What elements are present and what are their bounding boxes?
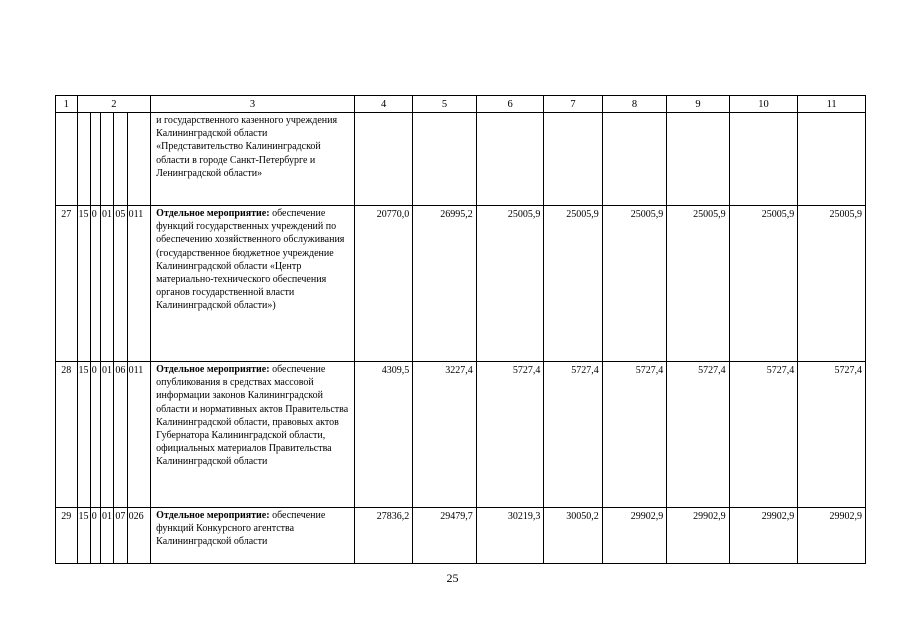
header-cell-8: 8 bbox=[602, 96, 667, 113]
value-cell: 5727,4 bbox=[667, 362, 729, 508]
value-cell: 5727,4 bbox=[544, 362, 602, 508]
measure-text: обеспечение функций государственных учреждений по обеспечению хозяйственного обслуживания (государственное бюджетное учреждение Калининградской области «Центр материально-технического обеспечения органов государственной власти Калининградской области») bbox=[156, 208, 345, 312]
table-row bbox=[56, 113, 866, 206]
value-cell: 25005,9 bbox=[729, 206, 798, 362]
code-cell: 0 bbox=[90, 508, 100, 564]
header-cell-9: 9 bbox=[667, 96, 729, 113]
value-cell: 25005,9 bbox=[602, 206, 667, 362]
description-cell bbox=[151, 508, 355, 564]
measure-title: Отдельное мероприятие: bbox=[156, 510, 270, 521]
code-cell bbox=[101, 113, 114, 206]
header-cell-1: 1 bbox=[56, 96, 78, 113]
code-cell bbox=[77, 113, 90, 206]
measure-text: и государственного казенного учреждения Калининградской области «Представительство Калининградской области в городе Санкт-Петербурге и Ленинградской области» bbox=[156, 115, 338, 179]
code-cell: 06 bbox=[114, 362, 127, 508]
value-cell: 5727,4 bbox=[602, 362, 667, 508]
table-row bbox=[56, 206, 866, 362]
code-cell: 15 bbox=[77, 508, 90, 564]
measure-text: обеспечение опубликования в средствах массовой информации законов Калининградской области и нормативных актов Правительства Калининградской области, правовых актов Губернатора Калининградской области, официальных материалов Правительства Калининградской области bbox=[156, 364, 349, 468]
value-cell: 26995,2 bbox=[413, 206, 476, 362]
page-number: 25 bbox=[446, 571, 459, 585]
header-cell-11: 11 bbox=[798, 96, 866, 113]
value-cell bbox=[354, 113, 412, 206]
value-cell: 30219,3 bbox=[476, 508, 544, 564]
value-cell: 5727,4 bbox=[729, 362, 798, 508]
description-cell bbox=[151, 113, 355, 206]
value-cell: 5727,4 bbox=[476, 362, 544, 508]
table-row bbox=[56, 362, 866, 508]
value-cell: 3227,4 bbox=[413, 362, 476, 508]
header-cell-3: 3 bbox=[151, 96, 355, 113]
value-cell bbox=[667, 113, 729, 206]
measure-title: Отдельное мероприятие: bbox=[156, 364, 270, 375]
description-cell bbox=[151, 206, 355, 362]
header-cell-6: 6 bbox=[476, 96, 544, 113]
value-cell: 25005,9 bbox=[476, 206, 544, 362]
value-cell bbox=[544, 113, 602, 206]
code-cell: 01 bbox=[101, 362, 114, 508]
code-cell bbox=[90, 113, 100, 206]
code-cell: 07 bbox=[114, 508, 127, 564]
description-cell bbox=[151, 362, 355, 508]
row-number: 27 bbox=[56, 206, 78, 362]
value-cell: 29902,9 bbox=[667, 508, 729, 564]
value-cell: 29902,9 bbox=[729, 508, 798, 564]
header-cell-2: 2 bbox=[77, 96, 151, 113]
measure-title: Отдельное мероприятие: bbox=[156, 208, 270, 219]
header-cell-10: 10 bbox=[729, 96, 798, 113]
value-cell: 20770,0 bbox=[354, 206, 412, 362]
code-cell: 026 bbox=[127, 508, 151, 564]
value-cell: 25005,9 bbox=[544, 206, 602, 362]
value-cell: 25005,9 bbox=[667, 206, 729, 362]
code-cell bbox=[127, 113, 151, 206]
table-row bbox=[56, 508, 866, 564]
code-cell: 05 bbox=[114, 206, 127, 362]
code-cell: 01 bbox=[101, 206, 114, 362]
measure-text: обеспечение функций Конкурсного агентства Калининградской области bbox=[156, 510, 326, 548]
value-cell: 25005,9 bbox=[798, 206, 866, 362]
value-cell: 27836,2 bbox=[354, 508, 412, 564]
value-cell: 29902,9 bbox=[602, 508, 667, 564]
value-cell bbox=[476, 113, 544, 206]
value-cell: 29479,7 bbox=[413, 508, 476, 564]
code-cell: 0 bbox=[90, 362, 100, 508]
code-cell: 011 bbox=[127, 362, 151, 508]
code-cell: 15 bbox=[77, 362, 90, 508]
header-row bbox=[56, 96, 866, 113]
value-cell: 5727,4 bbox=[798, 362, 866, 508]
row-number: 29 bbox=[56, 508, 78, 564]
value-cell bbox=[413, 113, 476, 206]
code-cell bbox=[114, 113, 127, 206]
code-cell: 01 bbox=[101, 508, 114, 564]
header-cell-7: 7 bbox=[544, 96, 602, 113]
value-cell bbox=[798, 113, 866, 206]
value-cell: 30050,2 bbox=[544, 508, 602, 564]
value-cell bbox=[729, 113, 798, 206]
row-number bbox=[56, 113, 78, 206]
program-table bbox=[55, 95, 866, 564]
code-cell: 15 bbox=[77, 206, 90, 362]
header-cell-4: 4 bbox=[354, 96, 412, 113]
row-number: 28 bbox=[56, 362, 78, 508]
code-cell: 011 bbox=[127, 206, 151, 362]
value-cell: 29902,9 bbox=[798, 508, 866, 564]
header-cell-5: 5 bbox=[413, 96, 476, 113]
value-cell: 4309,5 bbox=[354, 362, 412, 508]
code-cell: 0 bbox=[90, 206, 100, 362]
value-cell bbox=[602, 113, 667, 206]
